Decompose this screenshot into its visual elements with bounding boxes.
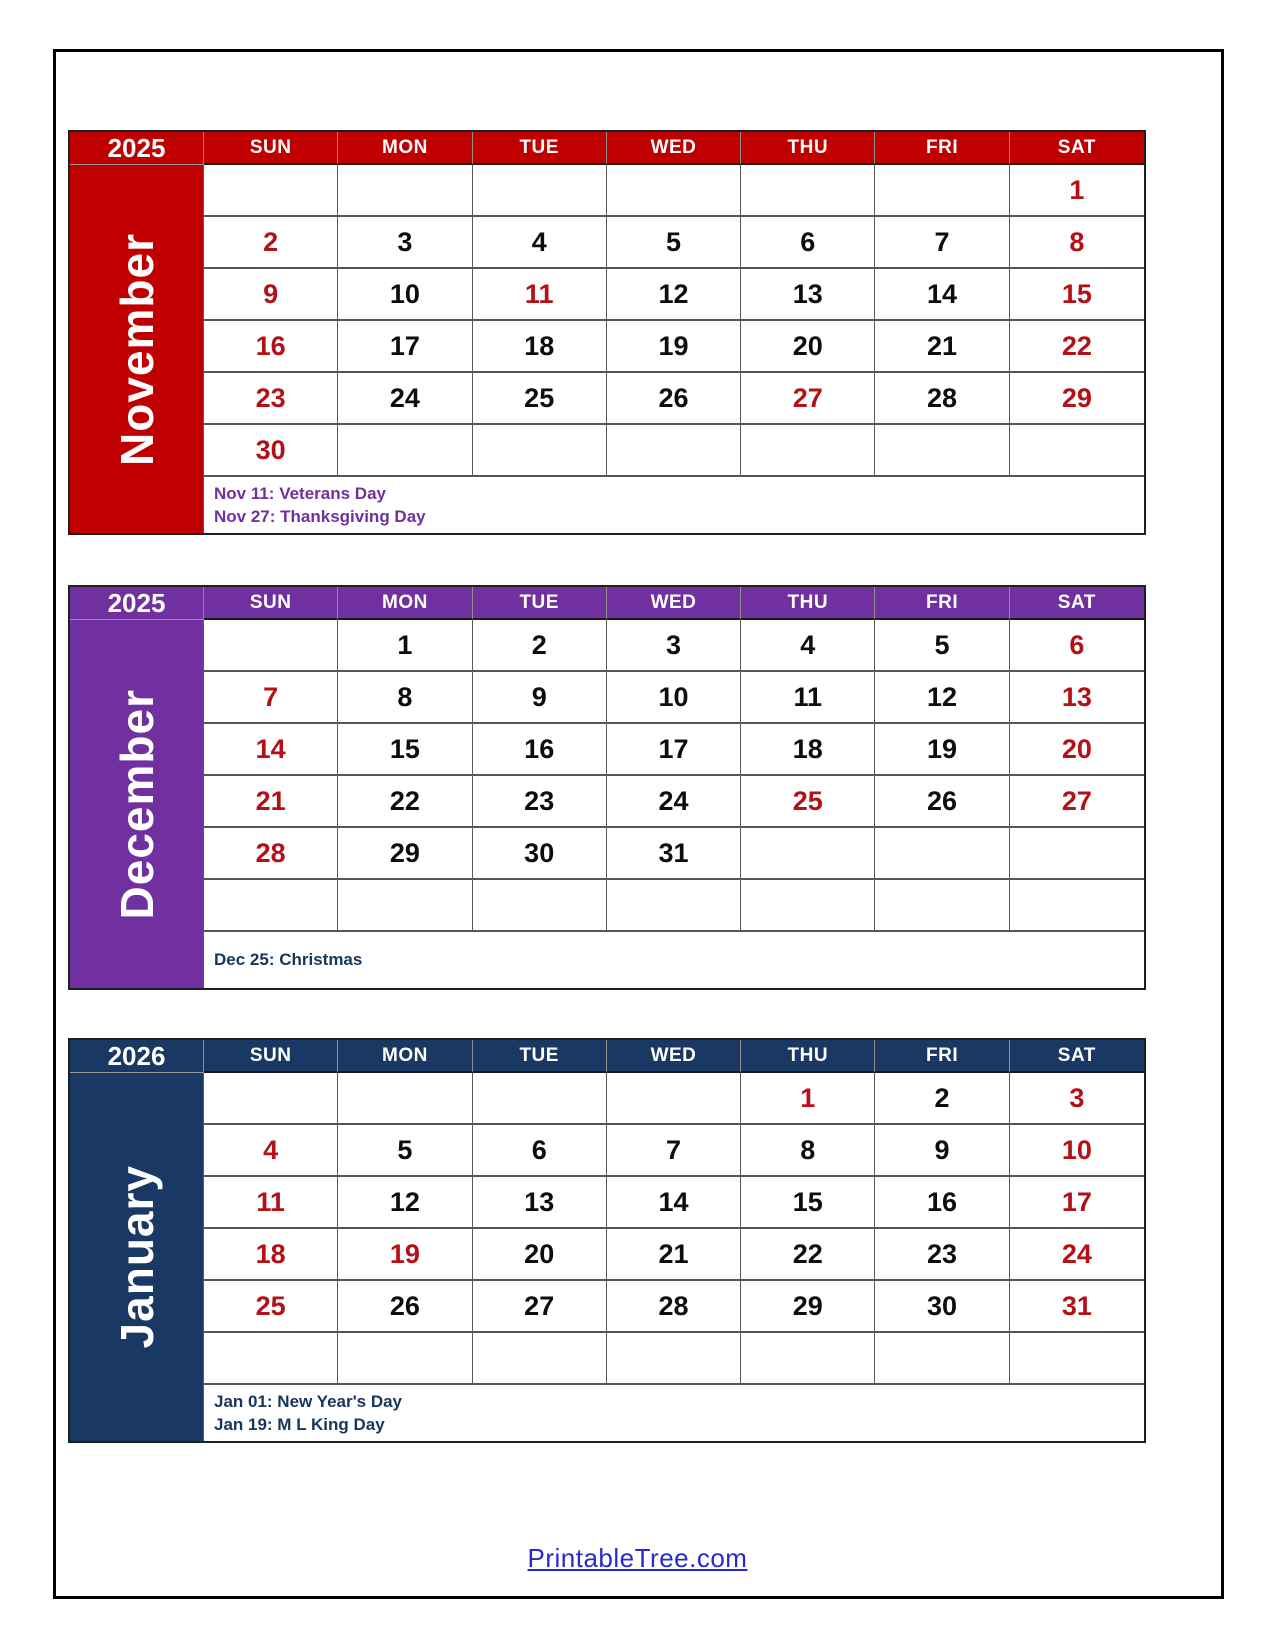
date-cell: 11 <box>741 672 875 724</box>
footer <box>0 1543 1275 1574</box>
date-cell <box>741 165 875 217</box>
date-cell <box>1010 1333 1144 1385</box>
holiday-note: Jan 01: New Year's Day <box>214 1391 403 1411</box>
date-cell: 21 <box>875 321 1009 373</box>
date-cell: 27 <box>473 1281 607 1333</box>
date-cell: 11 <box>473 269 607 321</box>
date-cell <box>1010 828 1144 880</box>
calendar-december-2025 <box>68 585 1146 990</box>
date-cell: 7 <box>607 1125 741 1177</box>
date-cell <box>875 880 1009 932</box>
day-header-wed: WED <box>607 132 741 165</box>
date-cell <box>473 165 607 217</box>
date-cell <box>875 425 1009 477</box>
day-header-sun: SUN <box>204 132 338 165</box>
date-cell: 10 <box>607 672 741 724</box>
date-cell: 9 <box>204 269 338 321</box>
date-cell: 16 <box>875 1177 1009 1229</box>
day-header-wed: WED <box>607 1040 741 1073</box>
date-cell: 4 <box>473 217 607 269</box>
date-cell: 25 <box>741 776 875 828</box>
day-header-fri: FRI <box>875 587 1009 620</box>
date-cell <box>607 165 741 217</box>
date-cell: 18 <box>473 321 607 373</box>
holiday-note: Dec 25: Christmas <box>214 950 363 969</box>
date-cell <box>607 1333 741 1385</box>
date-cell: 13 <box>741 269 875 321</box>
holiday-note: Nov 27: Thanksgiving Day <box>214 506 426 526</box>
date-cell: 1 <box>338 620 472 672</box>
date-cell: 17 <box>607 724 741 776</box>
date-cell <box>204 880 338 932</box>
date-cell <box>741 425 875 477</box>
day-header-tue: TUE <box>473 587 607 620</box>
date-cell: 29 <box>338 828 472 880</box>
date-cell: 2 <box>204 217 338 269</box>
date-cell: 26 <box>338 1281 472 1333</box>
date-cell: 28 <box>204 828 338 880</box>
date-cell: 10 <box>1010 1125 1144 1177</box>
date-cell: 16 <box>473 724 607 776</box>
date-cell <box>204 620 338 672</box>
month-name-label: December <box>110 688 163 920</box>
date-cell: 8 <box>741 1125 875 1177</box>
calendar-november-2025 <box>68 130 1146 535</box>
date-cell <box>338 1333 472 1385</box>
year-label: 2025 <box>70 587 204 620</box>
date-cell <box>1010 880 1144 932</box>
date-cell <box>875 1333 1009 1385</box>
day-header-sat: SAT <box>1010 1040 1144 1073</box>
day-header-wed: WED <box>607 587 741 620</box>
day-header-sat: SAT <box>1010 132 1144 165</box>
date-cell: 8 <box>338 672 472 724</box>
date-cell: 1 <box>741 1073 875 1125</box>
day-header-tue: TUE <box>473 1040 607 1073</box>
date-cell: 23 <box>204 373 338 425</box>
date-cell: 11 <box>204 1177 338 1229</box>
date-cell: 19 <box>875 724 1009 776</box>
date-cell <box>607 425 741 477</box>
date-cell: 23 <box>875 1229 1009 1281</box>
date-cell <box>741 828 875 880</box>
date-cell: 1 <box>1010 165 1144 217</box>
day-header-sun: SUN <box>204 587 338 620</box>
date-cell: 10 <box>338 269 472 321</box>
date-cell <box>875 165 1009 217</box>
date-cell: 17 <box>1010 1177 1144 1229</box>
date-cell: 8 <box>1010 217 1144 269</box>
day-header-sat: SAT <box>1010 587 1144 620</box>
date-cell: 30 <box>875 1281 1009 1333</box>
date-cell: 18 <box>204 1229 338 1281</box>
date-cell: 7 <box>875 217 1009 269</box>
date-cell: 31 <box>607 828 741 880</box>
date-cell: 25 <box>204 1281 338 1333</box>
date-cell: 3 <box>1010 1073 1144 1125</box>
date-cell: 25 <box>473 373 607 425</box>
date-cell <box>204 1073 338 1125</box>
date-cell <box>338 880 472 932</box>
date-cell: 24 <box>607 776 741 828</box>
footer-link[interactable]: PrintableTree.com <box>527 1543 748 1573</box>
date-cell <box>473 1073 607 1125</box>
date-cell: 15 <box>338 724 472 776</box>
month-name-label: November <box>110 232 163 466</box>
date-cell <box>473 425 607 477</box>
date-cell: 27 <box>1010 776 1144 828</box>
date-cell: 22 <box>338 776 472 828</box>
date-cell: 19 <box>338 1229 472 1281</box>
date-cell: 28 <box>607 1281 741 1333</box>
date-cell: 12 <box>607 269 741 321</box>
holiday-note: Nov 11: Veterans Day <box>214 483 386 503</box>
date-cell: 15 <box>1010 269 1144 321</box>
date-cell <box>1010 425 1144 477</box>
date-cell: 14 <box>875 269 1009 321</box>
date-cell: 22 <box>1010 321 1144 373</box>
day-header-thu: THU <box>741 1040 875 1073</box>
date-cell: 13 <box>1010 672 1144 724</box>
date-cell: 20 <box>1010 724 1144 776</box>
date-cell: 24 <box>1010 1229 1144 1281</box>
date-cell: 14 <box>607 1177 741 1229</box>
date-cell <box>741 880 875 932</box>
date-cell <box>875 828 1009 880</box>
date-cell: 6 <box>1010 620 1144 672</box>
date-cell: 4 <box>741 620 875 672</box>
day-header-fri: FRI <box>875 132 1009 165</box>
date-cell: 20 <box>741 321 875 373</box>
date-cell: 6 <box>741 217 875 269</box>
year-label: 2025 <box>70 132 204 165</box>
date-cell: 18 <box>741 724 875 776</box>
day-header-mon: MON <box>338 1040 472 1073</box>
date-cell: 6 <box>473 1125 607 1177</box>
month-name-label: January <box>110 1165 163 1349</box>
date-cell: 21 <box>607 1229 741 1281</box>
date-cell <box>338 1073 472 1125</box>
date-cell: 26 <box>875 776 1009 828</box>
day-header-sun: SUN <box>204 1040 338 1073</box>
day-header-fri: FRI <box>875 1040 1009 1073</box>
date-cell: 12 <box>875 672 1009 724</box>
date-cell <box>338 425 472 477</box>
holiday-notes <box>204 477 1144 533</box>
date-cell: 3 <box>607 620 741 672</box>
date-cell <box>607 1073 741 1125</box>
year-label: 2026 <box>70 1040 204 1073</box>
date-cell: 13 <box>473 1177 607 1229</box>
date-cell: 5 <box>607 217 741 269</box>
date-cell: 27 <box>741 373 875 425</box>
date-cell: 16 <box>204 321 338 373</box>
date-cell: 2 <box>473 620 607 672</box>
date-cell <box>338 165 472 217</box>
day-header-thu: THU <box>741 132 875 165</box>
date-cell: 9 <box>875 1125 1009 1177</box>
day-header-mon: MON <box>338 587 472 620</box>
date-cell <box>473 880 607 932</box>
date-cell <box>204 1333 338 1385</box>
date-cell: 14 <box>204 724 338 776</box>
date-cell: 15 <box>741 1177 875 1229</box>
date-cell: 12 <box>338 1177 472 1229</box>
date-cell: 22 <box>741 1229 875 1281</box>
date-cell <box>204 165 338 217</box>
date-cell: 26 <box>607 373 741 425</box>
day-header-tue: TUE <box>473 132 607 165</box>
date-cell: 5 <box>875 620 1009 672</box>
date-cell <box>473 1333 607 1385</box>
day-header-mon: MON <box>338 132 472 165</box>
month-sidebar <box>70 1073 204 1441</box>
calendar-january-2026 <box>68 1038 1146 1443</box>
date-cell <box>607 880 741 932</box>
date-cell: 9 <box>473 672 607 724</box>
date-cell: 17 <box>338 321 472 373</box>
date-cell: 30 <box>473 828 607 880</box>
month-sidebar <box>70 620 204 988</box>
date-cell: 20 <box>473 1229 607 1281</box>
day-header-thu: THU <box>741 587 875 620</box>
date-cell: 30 <box>204 425 338 477</box>
date-cell: 31 <box>1010 1281 1144 1333</box>
date-cell: 21 <box>204 776 338 828</box>
date-cell: 2 <box>875 1073 1009 1125</box>
date-cell: 24 <box>338 373 472 425</box>
date-cell: 29 <box>741 1281 875 1333</box>
month-sidebar <box>70 165 204 533</box>
holiday-notes <box>204 1385 1144 1441</box>
holiday-notes <box>204 932 1144 988</box>
holiday-note: Jan 19: M L King Day <box>214 1414 385 1434</box>
date-cell: 3 <box>338 217 472 269</box>
date-cell: 29 <box>1010 373 1144 425</box>
date-cell: 7 <box>204 672 338 724</box>
date-cell: 28 <box>875 373 1009 425</box>
date-cell: 19 <box>607 321 741 373</box>
date-cell <box>741 1333 875 1385</box>
date-cell: 5 <box>338 1125 472 1177</box>
date-cell: 4 <box>204 1125 338 1177</box>
date-cell: 23 <box>473 776 607 828</box>
